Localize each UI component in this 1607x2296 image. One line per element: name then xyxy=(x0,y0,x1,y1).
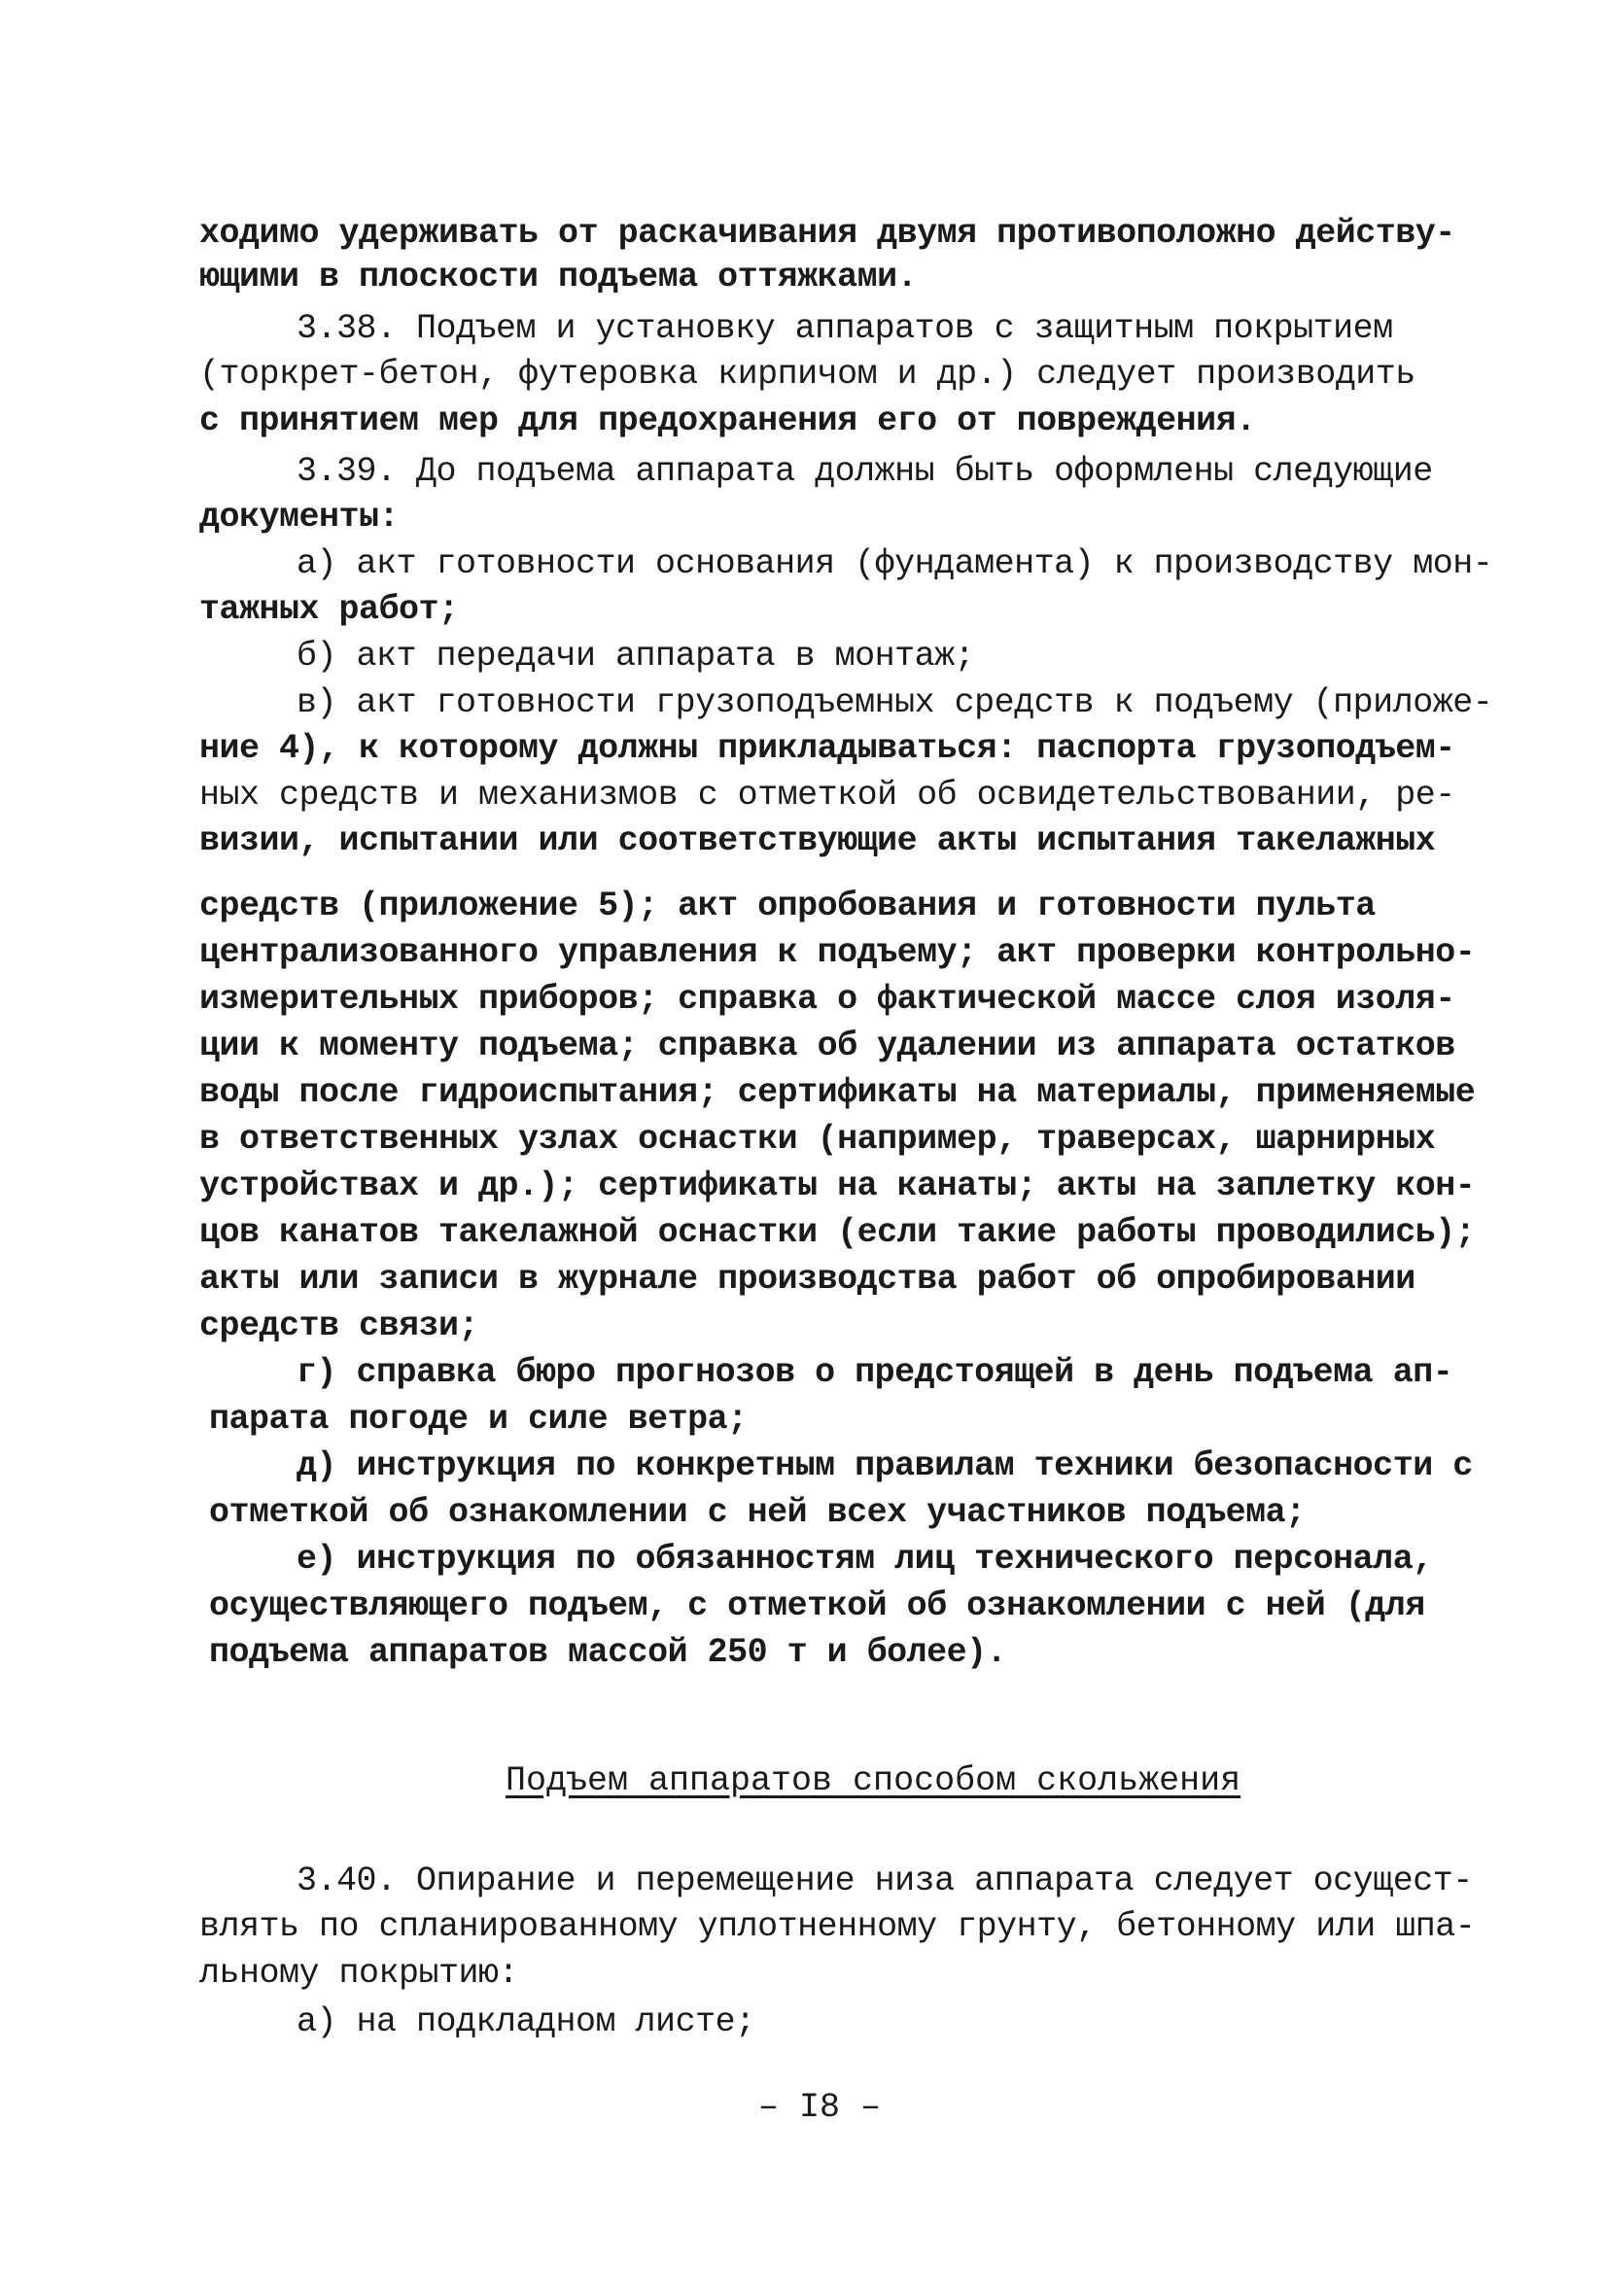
text-line: с принятием мер для предохранения его от повреждения. xyxy=(199,401,1256,440)
text-line: влять по спланированному уплотненному грунту, бетонному или шпа- xyxy=(199,1907,1476,1946)
text-line: отметкой об ознакомлении с ней всех участников подъема; xyxy=(209,1493,1306,1532)
text-line: в ответственных узлах оснастки (например, траверсах, шарнирных xyxy=(199,1120,1436,1159)
text-line: акты или записи в журнале производства работ об опробировании xyxy=(199,1260,1415,1299)
text-line: д) инструкция по конкретным правилам техники безопасности с xyxy=(297,1446,1473,1485)
text-line: ходимо удерживать от раскачивания двумя противоположно действу- xyxy=(199,214,1455,253)
text-line: устройствах и др.); сертификаты на канаты; акты на заплетку кон- xyxy=(199,1166,1476,1205)
text-line: ции к моменту подъема; справка об удалении из аппарата остатков xyxy=(199,1026,1455,1065)
text-line: документы: xyxy=(199,498,400,537)
text-line: осуществляющего подъем, с отметкой об ознакомлении с ней (для xyxy=(209,1586,1425,1625)
page-number: – I8 – xyxy=(758,2088,882,2127)
text-line: в) акт готовности грузоподъемных средств к подъему (приложе- xyxy=(297,683,1493,722)
text-line: а) на подкладном листе; xyxy=(297,2002,755,2041)
text-line: а) акт готовности основания (фундамента) к производству мон- xyxy=(297,544,1493,583)
text-line: подъема аппаратов массой 250 т и более). xyxy=(209,1633,1007,1672)
text-line: (торкрет-бетон, футеровка кирпичом и др.) следует производить xyxy=(199,355,1415,394)
text-line: 3.40. Опирание и перемещение низа аппарата следует осущест- xyxy=(297,1861,1473,1900)
text-line: льному покрытию: xyxy=(199,1954,519,1993)
text-line: визии, испытании или соответствующие акты испытания такелажных xyxy=(199,821,1436,860)
text-line: централизованного управления к подъему; акт проверки контрольно- xyxy=(199,933,1476,972)
text-line: средств связи; xyxy=(199,1306,479,1345)
text-line: б) акт передачи аппарата в монтаж; xyxy=(297,637,975,676)
text-line: е) инструкция по обязанностям лиц технического персонала, xyxy=(297,1540,1433,1579)
text-line: парата погоде и силе ветра; xyxy=(209,1400,748,1439)
text-line: средств (приложение 5); акт опробования и готовности пульта xyxy=(199,887,1376,925)
text-line: измерительных приборов; справка о фактической массе слоя изоля- xyxy=(199,980,1455,1019)
section-heading: Подъем аппаратов способом скольжения xyxy=(506,1761,1241,1800)
text-line: цов канатов такелажной оснастки (если такие работы проводились); xyxy=(199,1213,1476,1252)
text-line: ных средств и механизмов с отметкой об освидетельствовании, ре- xyxy=(199,776,1455,815)
text-line: ние 4), к которому должны прикладываться: паспорта грузоподъем- xyxy=(199,729,1455,768)
text-line: г) справка бюро прогнозов о предстоящей в день подъема ап- xyxy=(297,1353,1453,1392)
text-line: 3.39. До подъема аппарата должны быть оформлены следующие xyxy=(297,452,1433,491)
text-line: ющими в плоскости подъема оттяжками. xyxy=(199,258,918,296)
text-line: воды после гидроиспытания; сертификаты на материалы, применяемые xyxy=(199,1073,1476,1112)
text-line: тажных работ; xyxy=(199,590,459,629)
text-line: 3.38. Подъем и установку аппаратов с защитным покрытием xyxy=(297,309,1393,348)
